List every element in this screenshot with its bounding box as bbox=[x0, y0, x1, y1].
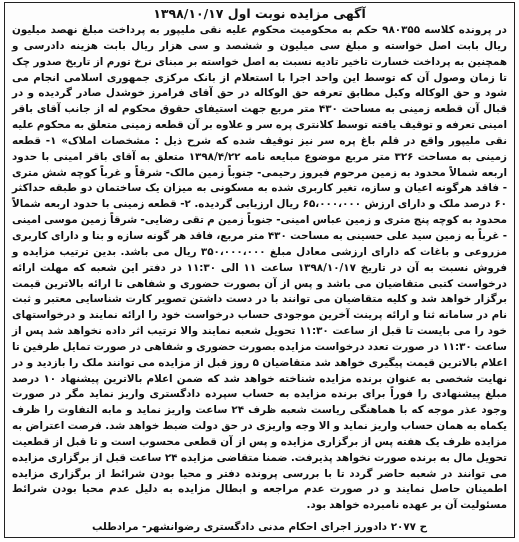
auction-notice bbox=[4, 2, 515, 538]
notice-footer: ح ۲۰۷۷ دادورز اجرای احکام مدنی دادگستری رضوانشهر- مرادطلب bbox=[91, 521, 428, 533]
notice-title: آگهی مزایده نوبت اول ۱۳۹۸/۱۰/۱۷ bbox=[153, 6, 366, 21]
notice-body: در پرونده کلاسه ۹۸۰۳۵۵ حکم به محکومیت محکوم علیه نقی ملیپور به پرداخت مبلغ نهصد میلیون ریال بابت اصل خواسته و مبلغ سی میلیون و ششصد و سی هزار ریال بابت هزینه دادرسی و همچنین به پرداخت خسارت تاخیر تادیه نسبت به اصل خواسته بر مبنای نرخ تورم از تاریخ صدور چک تا زمان وصول آن که توسط این واحد اجرا با استعلام از بانک مرکزی جمهوری اسلامی انجام می شود و حق الوکاله وکیل مطابق تعرفه حق الوکاله در حق آقای فرامرز خوشدل صادر گردیده و در قبال آن قطعه زمینی به مساحت ۴۳۰ متر مربع جهت استیفای حقوق محکوم له از جانب آقای باقر امینی تعرفه و توقیف یافته توسط کلانتری پره سر و علاوه بر آن قطعه زمینی متعلق به محکوم علیه نقی ملیپور واقع در قلم باغ پره سر نیز توقیف شده که شرح ذیل : مشخصات املاک» ۱- قطعه زمینی به مساحت ۳۲۶ متر مربع موضوع مبایعه نامه ۱۳۹۸/۴/۲۲ متعلق به آقای باقر امینی با حدود اربعه شمالاً محدود به زمین مرحوم فیروز رحیمی- جنوباً زمین مالک- شرقاً و غرباً کوچه شش متری - فاقد هرگونه اعیان و سازه، تغیر کاربری شده به مسکونی به میزان یک ساختمان دو طبقه حداکثر ۶۰ درصد ملک و دارای ارزش ۶۵،۰۰۰،۰۰۰ ریال ارزیابی گردیده. ۲- قطعه زمینی با حدود اربعه شمالاً محدود به کوچه پنج متری و زمین عباس امینی- جنوباً زمین م تقی رضایی- شرقاً زمین موسی امینی - غرباً به زمین سید علی حسینی به مساحت ۴۳۰ متر مربع، فاقد هر گونه سازه و بنا و دارای کاربری مزروعی و باغات که دارای ارزشی معادل مبلغ ۳۵۰،۰۰۰،۰۰۰ ریال می باشد. بدین ترتیب مزایده و فروش نسبت به آن در تاریخ ۱۳۹۸/۱۰/۱۷ ساعت ۱۱ الی ۱۱:۳۰ در دفتر این شعبه که مهلت ارائه درخواست کتبی متقاضیان می باشد و پس از آن بصورت حضوری و شفاهی تا ارائه بالاترین قیمت برگزار خواهد شد و کلیه متقاضیان می توانند با در دست داشتن تصویر کارت شناسایی معتبر و ثبت نام در سامانه ثنا و ارائه پرینت آخرین موجودی حساب درخواست خود را ارائه نمایند و درخواستهای خود را می بایست تا قبل از ساعت ۱۱:۳۰ تحویل شعبه نمایند والا ترتیب اثر داده نخواهد شد پس از ساعت ۱۱:۳۰ در صورت تعدد درخواست مزایده بصورت حضوری و شفاهی در صورت تمایل طرفین تا اعلام بالاترین قیمت پیگیری خواهد شد متقاضیان ۵ روز قبل از مزایده می توانند ملک را بازدید و در نهایت شخصی به عنوان برنده مزایده شناخته خواهد شد که ضمن اعلام بالاترین پیشنهاد ۱۰ درصد مبلغ پیشنهادی را فوراً برای برنده مزایده به حساب سپرده دادگستری واریز نماید مگر در صورت وجود عذر موجه که با هماهنگی ریاست شعبه ظرف ۲۴ ساعت واریز نماید و مابه التفاوت را ظرف یکماه به همان حساب واریز نماید و الا وجه واریزی در حق دولت ضبط خواهد شد. فرصت اعتراض به مزایده ظرف یک هفته پس از برگزاری مزایده و پس از آن قطعی محسوب است و تا قبل از قطعیت تحویل مال به برنده صورت نخواهد پذیرفت. ضمنا متقاضی مزایده ۲۴ ساعت قبل از برگزاری مزایده می توانند در شعبه حاضر گردد تا با بررسی پرونده دفتر و محیا بودن شرائط از برگزاری مزایده اطمینان حاصل نمایند و در صورت عدم مراجعه و ابطال مزایده به دلیل عدم محیا بودن شرائط مسئولیت آن بر عهده نامبرده خواهد بود. bbox=[12, 24, 508, 512]
